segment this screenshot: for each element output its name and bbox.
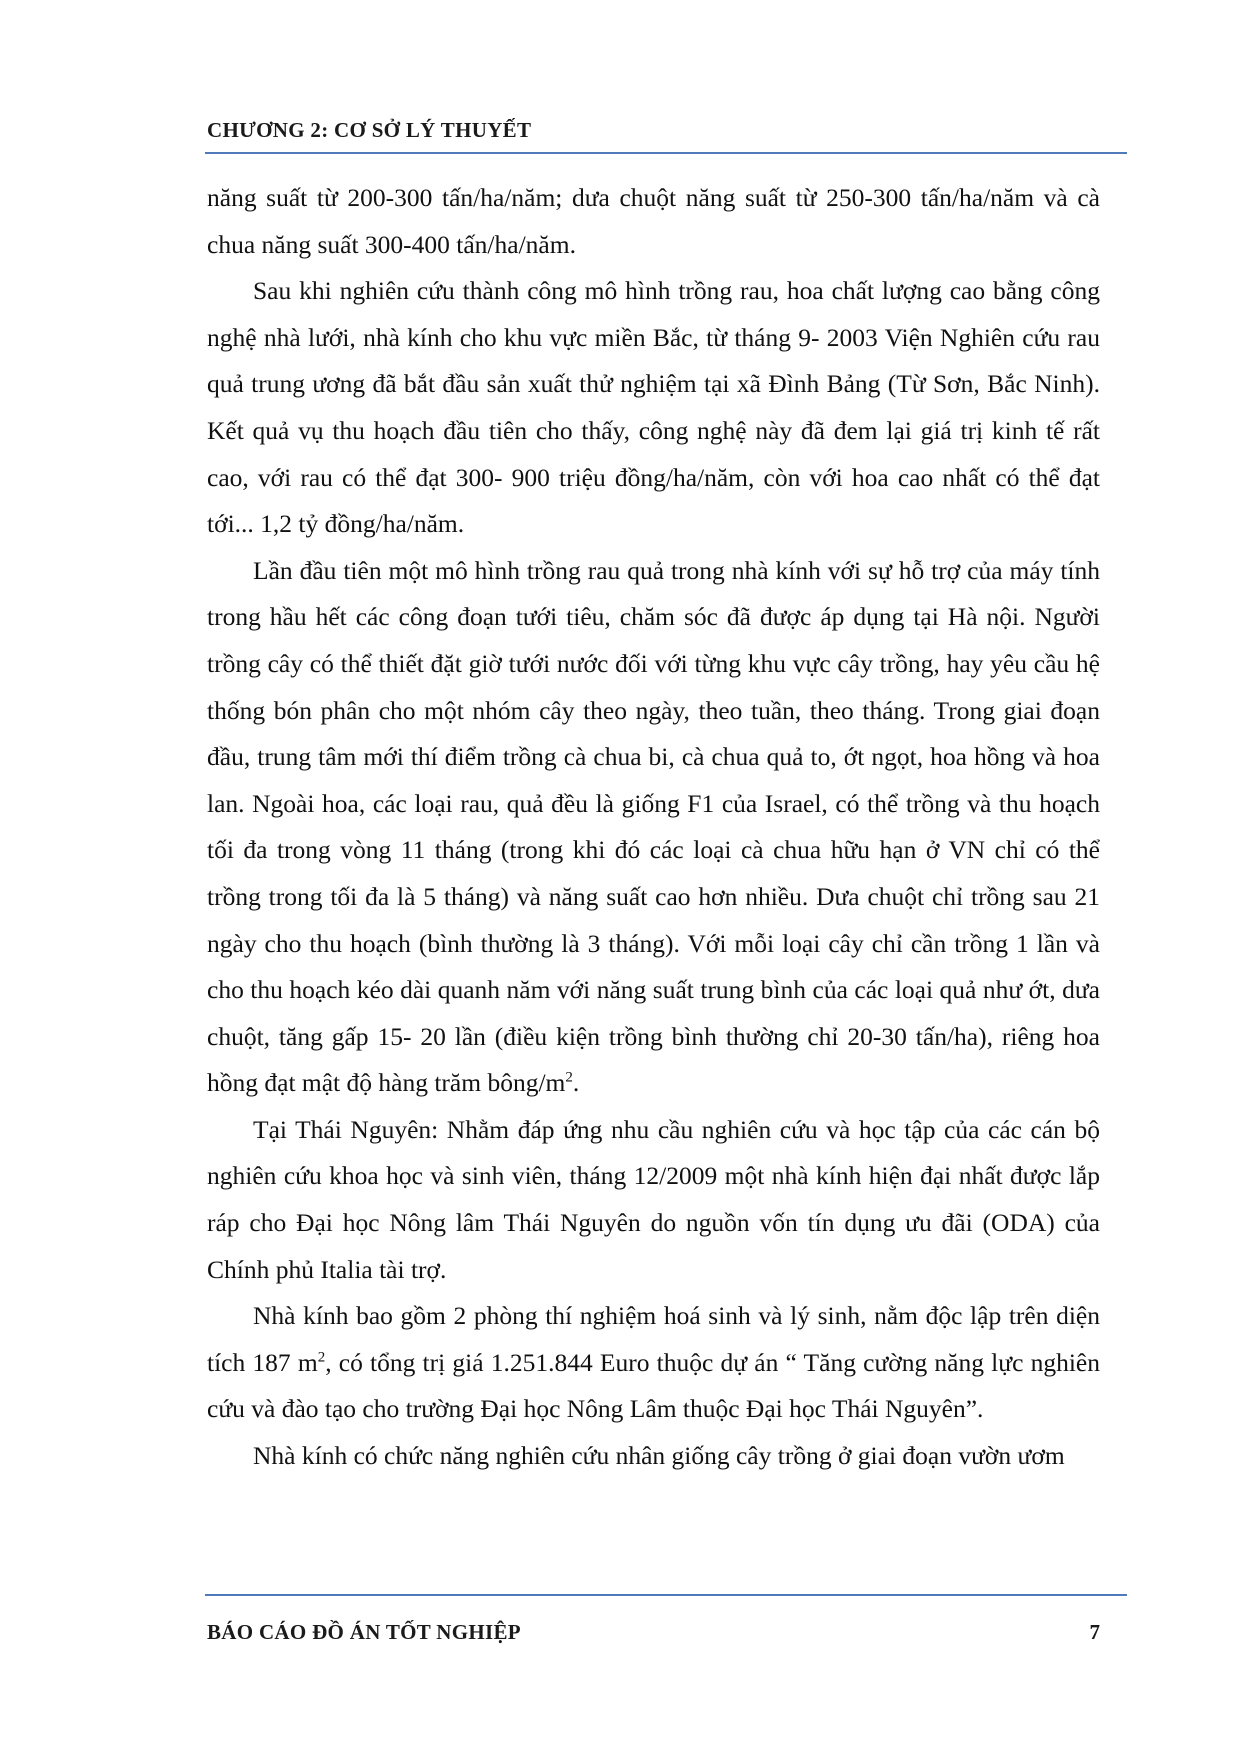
page-number: 7 [1089,1620,1100,1644]
chapter-header: CHƯƠNG 2: CƠ SỞ LÝ THUYẾT [207,118,532,142]
superscript-2: 2 [565,1069,573,1086]
footer-divider [205,1594,1127,1596]
paragraph-3 [207,548,1100,1107]
paragraph-6: Nhà kính có chức năng nghiên cứu nhân giống cây trồng ở giai đoạn vườn ươm [253,1441,1065,1471]
paragraph-5-text-b: , có tổng trị giá 1.251.844 Euro thuộc dự án “ Tăng cường năng lực nghiên cứu và đào tạo cho trường Đại học Nông Lâm thuộc Đại học Thái Nguyên”. [207,1347,1100,1424]
page-body [207,175,1100,1480]
paragraph-1: năng suất từ 200-300 tấn/ha/năm; dưa chuột năng suất từ 250-300 tấn/ha/năm và cà chua năng suất 300-400 tấn/ha/năm. [207,183,1100,259]
header-divider [205,152,1127,154]
superscript-2: 2 [317,1349,326,1366]
paragraph-3-end: . [572,1068,580,1098]
paragraph-2: Sau khi nghiên cứu thành công mô hình trồng rau, hoa chất lượng cao bằng công nghệ nhà lưới, nhà kính cho khu vực miền Bắc, từ tháng 9- 2003 Viện Nghiên cứu rau quả trung ương đã bắt đầu sản xuất thử nghiệm tại xã Đình Bảng (Từ Sơn, Bắc Ninh). Kết quả vụ thu hoạch đầu tiên cho thấy, công nghệ này đã đem lại giá trị kinh tế rất cao, với rau có thể đạt 300- 900 triệu đồng/ha/năm, còn với hoa cao nhất có thể đạt tới... 1,2 tỷ đồng/ha/năm. [207,276,1100,539]
paragraph-4: Tại Thái Nguyên: Nhằm đáp ứng nhu cầu nghiên cứu và học tập của các cán bộ nghiên cứu khoa học và sinh viên, tháng 12/2009 một nhà kính hiện đại nhất được lắp ráp cho Đại học Nông lâm Thái Nguyên do nguồn vốn tín dụng ưu đãi (ODA) của Chính phủ Italia tài trợ. [207,1114,1100,1284]
paragraph-3-text: Lần đầu tiên một mô hình trồng rau quả trong nhà kính với sự hỗ trợ của máy tính trong hầu hết các công đoạn tưới tiêu, chăm sóc đã được áp dụng tại Hà nội. Người trồng cây có thể thiết đặt giờ tưới nước đối với từng khu vực cây trồng, hay yêu cầu hệ thống bón phân cho một nhóm cây theo ngày, theo tuần, theo tháng. Trong giai đoạn đầu, trung tâm mới thí điểm trồng cà chua bi, cà chua quả to, ớt ngọt, hoa hồng và hoa lan. Ngoài hoa, các loại rau, quả đều là giống F1 của Israel, có thể trồng và thu hoạch tối đa trong vòng 11 tháng (trong khi đó các loại cà chua hữu hạn ở VN chỉ có thể trồng trong tối đa là 5 tháng) và năng suất cao hơn nhiều. Dưa chuột chỉ trồng sau 21 ngày cho thu hoạch (bình thường là 3 tháng). Với mỗi loại cây chỉ cần trồng 1 lần và cho thu hoạch kéo dài quanh năm với năng suất trung bình của các loại quả như ớt, dưa chuột, tăng gấp 15- 20 lần (điều kiện trồng bình thường chỉ 20-30 tấn/ha), riêng hoa hồng đạt mật độ hàng trăm bông/m [207,555,1100,1098]
paragraph-5 [207,1293,1100,1433]
paragraph-5-text-a: Nhà kính bao gồm 2 phòng thí nghiệm hoá sinh và lý sinh, nằm độc lập trên diện tích 187 m [207,1301,1100,1377]
report-footer-title: BÁO CÁO ĐỒ ÁN TỐT NGHIỆP [207,1620,521,1644]
